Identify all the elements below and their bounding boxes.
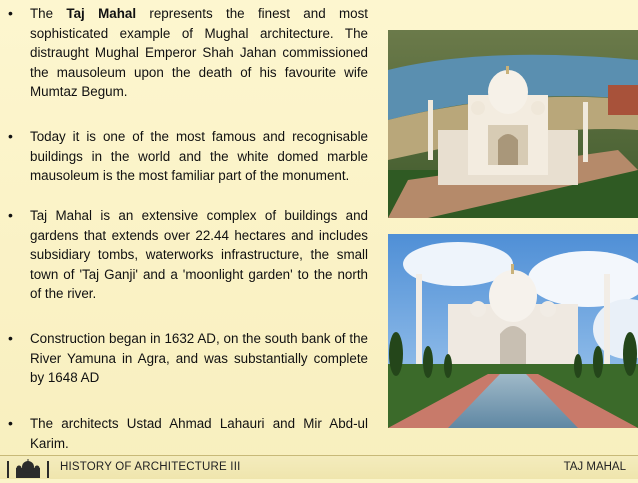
bullet-dot: • <box>8 128 13 144</box>
footer-course-title: HISTORY OF ARCHITECTURE III <box>60 461 241 473</box>
bold-term: Taj Mahal <box>66 6 137 21</box>
bullet-dot: • <box>8 207 13 223</box>
bullet-item-3 <box>8 206 368 304</box>
bullet-item-5 <box>8 414 368 453</box>
footer-topic-title: TAJ MAHAL <box>563 461 626 473</box>
slide-footer <box>0 455 638 479</box>
bullet-text-3: Taj Mahal is an extensive complex of buildings and gardens that extends over 22.44 hectares and includes subsidiary tombs, waterworks infrastructure, the small town of 'Taj Ganji' and a 'moonlight garden' to the north of the river. <box>30 208 368 301</box>
bullet-item-2 <box>8 127 368 186</box>
taj-mahal-aerial-photo <box>388 30 638 218</box>
bullet-dot: • <box>8 330 13 346</box>
bullet-item-1 <box>8 4 368 102</box>
taj-mahal-front-view-photo <box>388 234 638 428</box>
taj-silhouette-icon <box>4 457 52 483</box>
bullet-text-2: Today it is one of the most famous and recognisable buildings in the world and the white domed marble mausoleum is the most familiar part of the monument. <box>30 129 368 183</box>
bullet-text-1: The Taj Mahal represents the finest and most sophisticated example of Mughal architecture. The distraught Mughal Emperor Shah Jahan commissioned the mausoleum upon the death of his favourite wife Mumtaz Begum. <box>30 6 368 99</box>
bullet-text-4: Construction began in 1632 AD, on the south bank of the River Yamuna in Agra, and was substantially complete by 1648 AD <box>30 331 368 385</box>
bullet-dot: • <box>8 5 13 21</box>
bullet-item-4 <box>8 329 368 388</box>
bullet-text-5: The architects Ustad Ahmad Lahauri and Mir Abd-ul Karim. <box>30 416 368 451</box>
bullet-dot: • <box>8 415 13 431</box>
